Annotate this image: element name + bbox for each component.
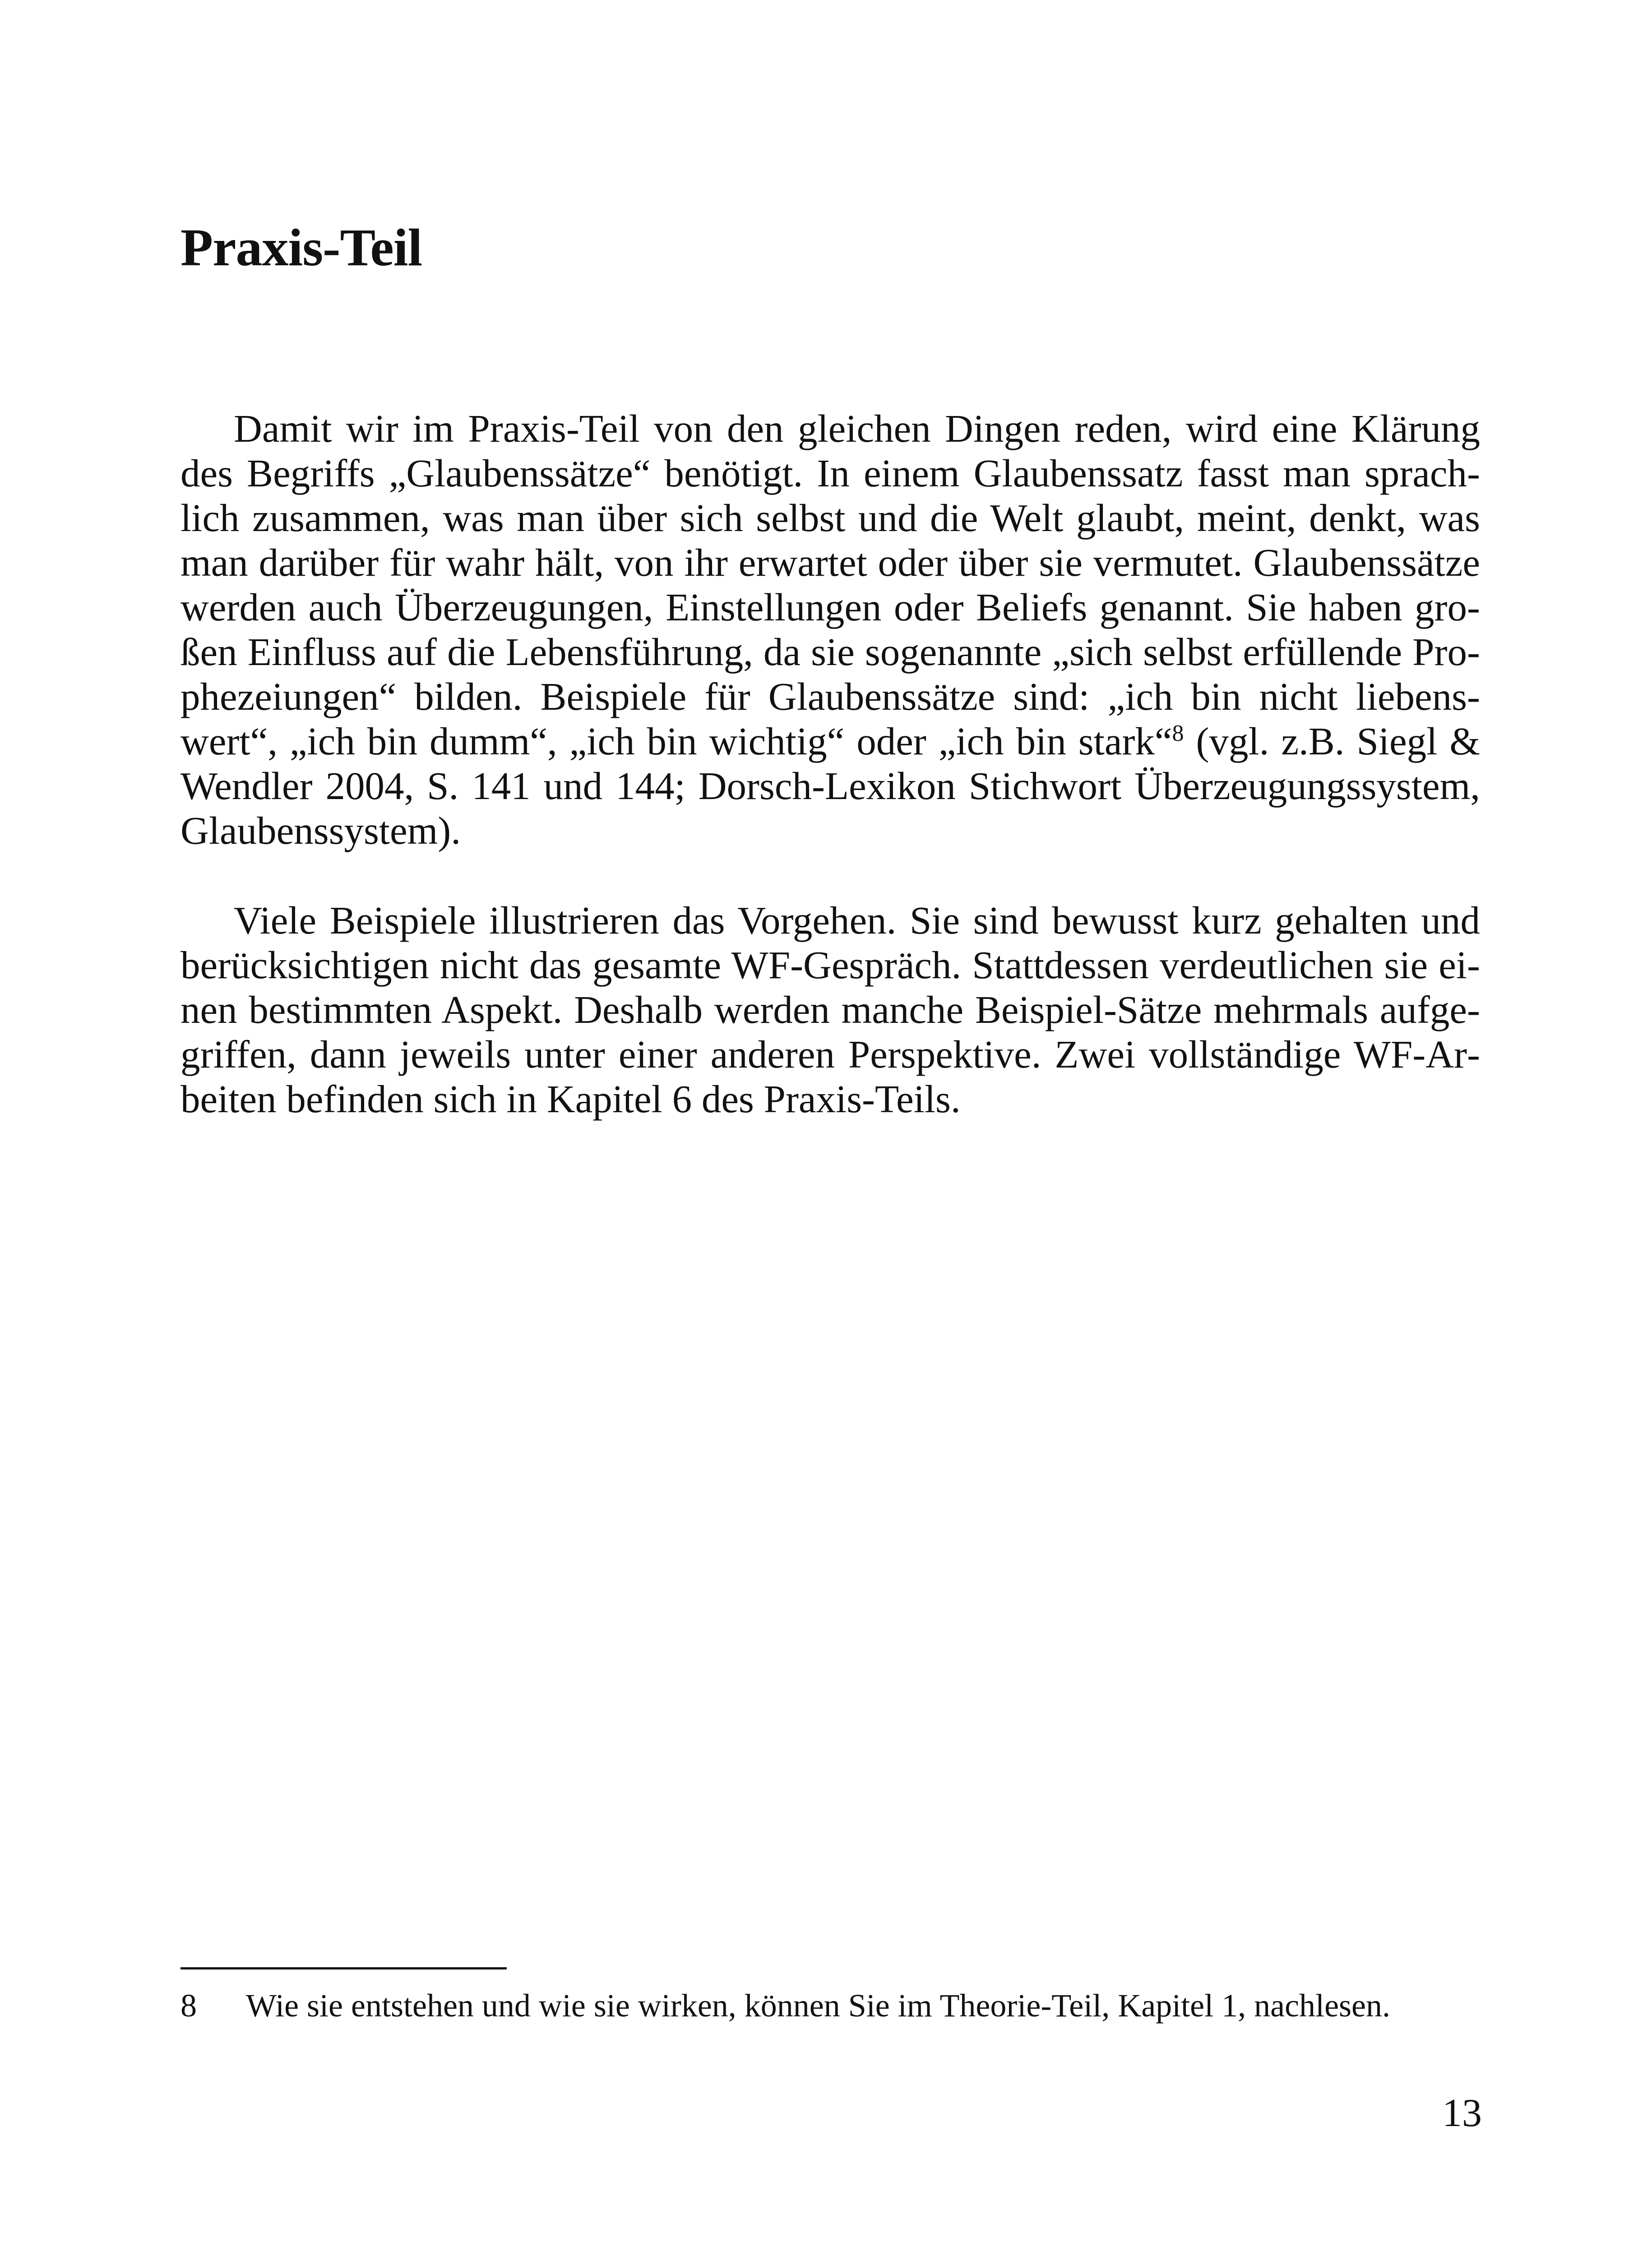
body-text [180,406,1480,1166]
section-heading: Praxis-Teil [180,218,422,277]
page-number: 13 [1442,2091,1482,2135]
footnote [180,1985,1480,2026]
paragraph-glaubenssaetze [180,406,1480,853]
footnote-separator [180,1967,507,1969]
paragraph-beispiele: Viele Beispiele illustrieren das Vorgehen. Sie sind bewusst kurz gehalten und berücksichtigen nicht das gesamte WF-Gespräch. Stattdessen verdeutlichen sie einen bestimmten Aspekt. Deshalb werden manche Beispiel-Sätze mehrmals aufgegriffen, dann jeweils unter einer anderen Perspektive. Zwei vollständige WF-Arbeiten befinden sich in Kapitel 6 des Praxis-Teils. [180,898,1480,1121]
paragraph-text: Damit wir im Praxis-Teil von den gleichen Dingen reden, wird eine Klärung des Begriffs „Glaubenssätze“ benötigt. In einem Glaubenssatz fasst man sprachlich zusammen, was man über sich selbst und die Welt glaubt, meint, denkt, was man darüber für wahr hält, von ihr erwartet oder über sie vermutet. Glaubenssätze werden auch Überzeugungen, Einstellungen oder Beliefs genannt. Sie haben großen Einfluss auf die Lebensführung, da sie sogenannte „sich selbst erfüllende Prophezeiungen“ bilden. Beispiele für Glaubenssätze sind: „ich bin nicht liebenswert“, „ich bin dumm“, „ich bin wichtig“ oder „ich bin stark“ [180,407,1480,763]
footnote-number: 8 [180,1988,197,2024]
paragraph-text-continued: (vgl. z.B. Siegl & Wendler 2004, S. 141 und 144; Dorsch-Lexikon Stichwort Überzeugungssystem, Glaubenssystem). [180,719,1480,852]
footnote-text: Wie sie entstehen und wie sie wirken, können Sie im Theorie-Teil, Kapitel 1, nachlesen. [246,1988,1390,2024]
footnote-reference: 8 [1172,721,1184,746]
